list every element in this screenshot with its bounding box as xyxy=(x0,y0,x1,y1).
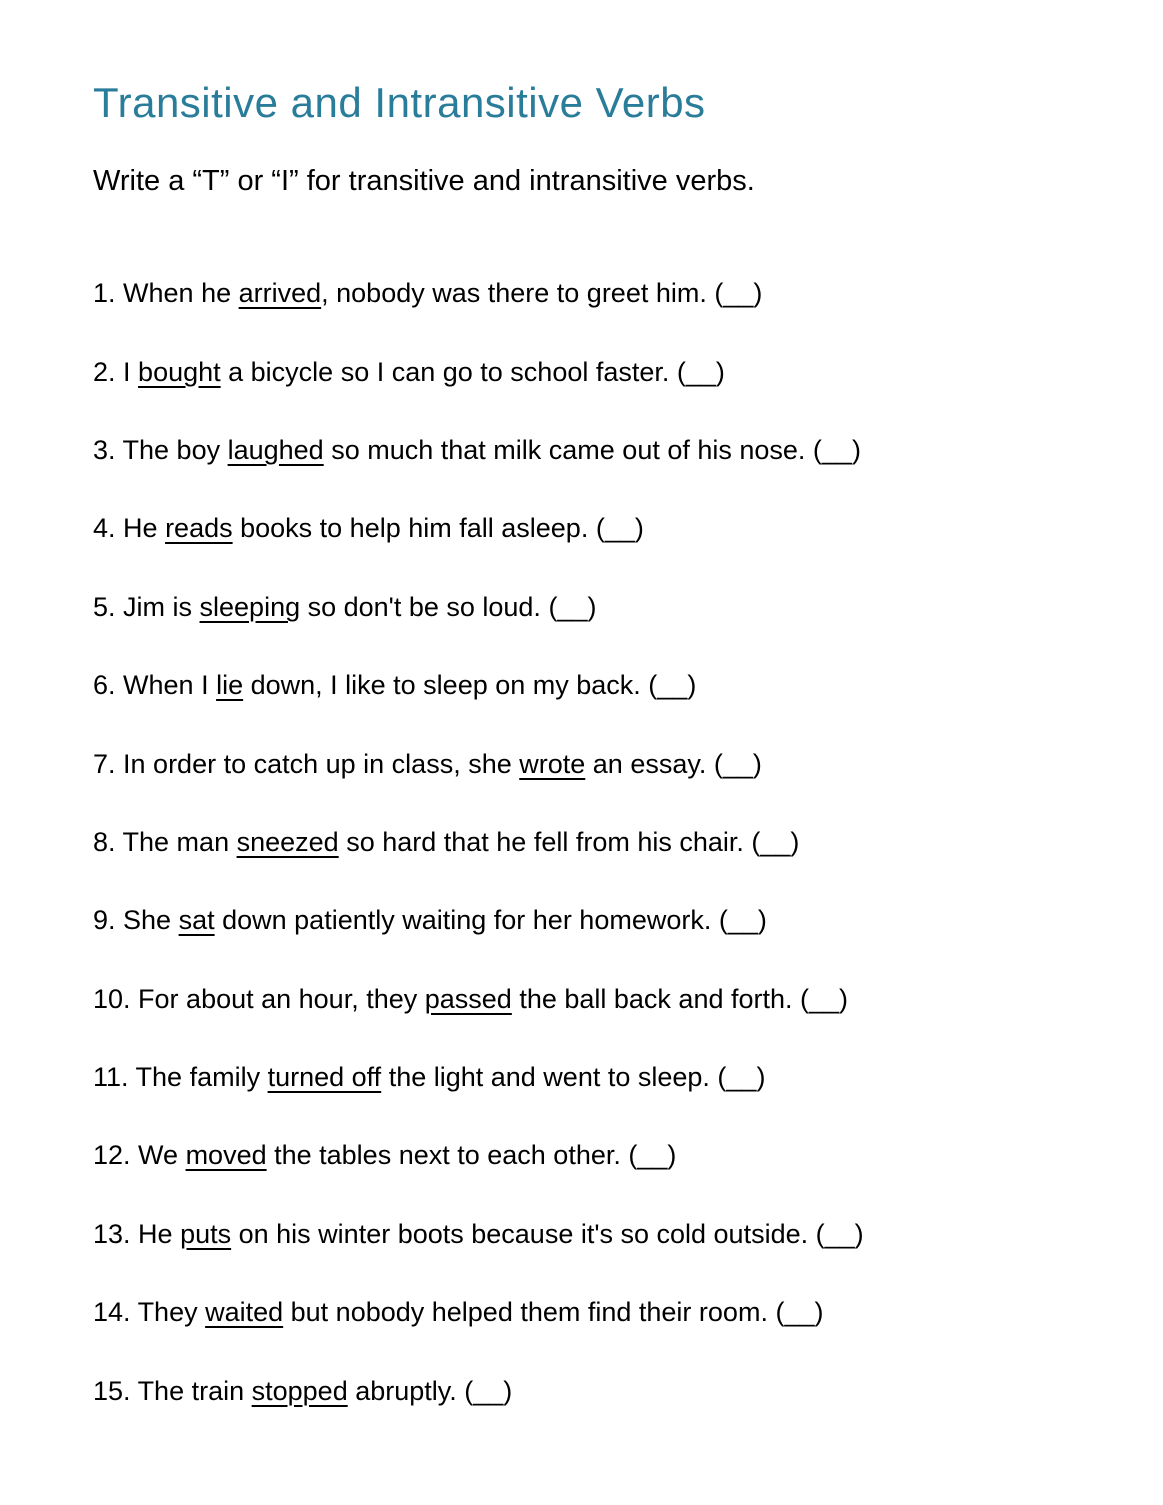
exercise-item xyxy=(93,434,1093,466)
page-title: Transitive and Intransitive Verbs xyxy=(93,79,706,126)
item-text-pre: He xyxy=(138,1218,181,1249)
answer-blank[interactable]: (__) xyxy=(548,591,597,622)
item-number: 3. xyxy=(93,434,123,465)
exercise-item xyxy=(93,356,1093,388)
item-number: 7. xyxy=(93,748,124,779)
answer-blank[interactable]: (__) xyxy=(751,826,800,857)
item-number: 5. xyxy=(93,591,124,622)
answer-blank[interactable]: (__) xyxy=(464,1375,513,1406)
underlined-verb: bought xyxy=(138,356,221,387)
item-text-post: but nobody helped them find their room. xyxy=(283,1297,776,1328)
answer-blank[interactable]: (__) xyxy=(800,983,849,1014)
item-text-post: an essay. xyxy=(585,748,714,779)
item-text-pre: I xyxy=(123,356,139,387)
answer-blank[interactable]: (__) xyxy=(717,1062,766,1093)
item-number: 8. xyxy=(93,826,123,857)
exercise-item xyxy=(93,1139,1093,1171)
item-number: 14. xyxy=(93,1297,138,1328)
exercise-list xyxy=(93,277,1093,1407)
answer-blank[interactable]: (__) xyxy=(628,1140,677,1171)
item-number: 12. xyxy=(93,1140,139,1171)
exercise-item xyxy=(93,512,1093,544)
item-text-pre: He xyxy=(123,513,166,544)
exercise-item xyxy=(93,904,1093,936)
item-text-post: the tables next to each other. xyxy=(266,1140,629,1171)
underlined-verb: turned off xyxy=(267,1062,382,1093)
exercise-item xyxy=(93,277,1093,309)
underlined-verb: wrote xyxy=(519,748,586,779)
answer-blank[interactable]: (__) xyxy=(648,670,697,701)
instructions-text: Write a “T” or “I” for transitive and intransitive verbs. xyxy=(93,165,755,198)
item-text-post: books to help him fall asleep. xyxy=(232,513,596,544)
item-number: 4. xyxy=(93,513,124,544)
item-number: 2. xyxy=(93,356,124,387)
underlined-verb: arrived xyxy=(238,278,322,309)
item-number: 11. xyxy=(93,1062,136,1093)
underlined-verb: passed xyxy=(424,983,512,1014)
underlined-verb: lie xyxy=(216,670,244,701)
answer-blank[interactable]: (__) xyxy=(595,513,644,544)
answer-blank[interactable]: (__) xyxy=(812,434,861,465)
underlined-verb: sneezed xyxy=(236,826,339,857)
exercise-item xyxy=(93,1218,1093,1250)
item-text-pre: When I xyxy=(123,670,217,701)
answer-blank[interactable]: (__) xyxy=(815,1218,864,1249)
answer-blank[interactable]: (__) xyxy=(718,905,767,936)
answer-blank[interactable]: (__) xyxy=(775,1297,824,1328)
item-text-pre: They xyxy=(137,1297,206,1328)
exercise-item xyxy=(93,826,1093,858)
item-number: 1. xyxy=(93,278,124,309)
item-text-pre: The family xyxy=(135,1062,268,1093)
item-text-post: a bicycle so I can go to school faster. xyxy=(220,356,677,387)
item-number: 6. xyxy=(93,670,124,701)
exercise-item xyxy=(93,1296,1093,1328)
answer-blank[interactable]: (__) xyxy=(714,278,763,309)
item-text-post: abruptly. xyxy=(347,1375,465,1406)
item-text-pre: When he xyxy=(123,278,239,309)
item-text-pre: Jim is xyxy=(123,591,200,622)
exercise-item xyxy=(93,591,1093,623)
item-text-pre: For about an hour, they xyxy=(138,983,425,1014)
item-text-post: the ball back and forth. xyxy=(511,983,801,1014)
item-text-pre: The train xyxy=(137,1375,252,1406)
underlined-verb: puts xyxy=(180,1218,232,1249)
item-text-post: so much that milk came out of his nose. xyxy=(323,434,813,465)
underlined-verb: moved xyxy=(185,1140,267,1171)
underlined-verb: stopped xyxy=(251,1375,348,1406)
answer-blank[interactable]: (__) xyxy=(676,356,725,387)
item-text-post: , nobody was there to greet him. xyxy=(321,278,715,309)
underlined-verb: waited xyxy=(205,1297,284,1328)
underlined-verb: reads xyxy=(165,513,233,544)
underlined-verb: laughed xyxy=(227,434,324,465)
item-text-post: on his winter boots because it's so cold outside. xyxy=(231,1218,816,1249)
item-number: 9. xyxy=(93,905,124,936)
exercise-item xyxy=(93,983,1093,1015)
item-text-pre: The boy xyxy=(122,434,228,465)
item-number: 13. xyxy=(93,1218,139,1249)
item-text-pre: She xyxy=(123,905,179,936)
exercise-item xyxy=(93,669,1093,701)
exercise-item xyxy=(93,1061,1093,1093)
item-text-post: so hard that he fell from his chair. xyxy=(338,826,752,857)
item-text-post: down patiently waiting for her homework. xyxy=(214,905,719,936)
item-text-post: so don't be so loud. xyxy=(300,591,549,622)
item-text-pre: The man xyxy=(122,826,237,857)
item-text-pre: In order to catch up in class, she xyxy=(123,748,520,779)
underlined-verb: sat xyxy=(178,905,215,936)
item-text-post: down, I like to sleep on my back. xyxy=(243,670,649,701)
answer-blank[interactable]: (__) xyxy=(713,748,762,779)
exercise-item xyxy=(93,1375,1093,1407)
item-text-pre: We xyxy=(138,1140,186,1171)
item-number: 15. xyxy=(93,1375,138,1406)
item-text-post: the light and went to sleep. xyxy=(381,1062,718,1093)
item-number: 10. xyxy=(93,983,139,1014)
underlined-verb: sleeping xyxy=(199,591,301,622)
exercise-item xyxy=(93,748,1093,780)
